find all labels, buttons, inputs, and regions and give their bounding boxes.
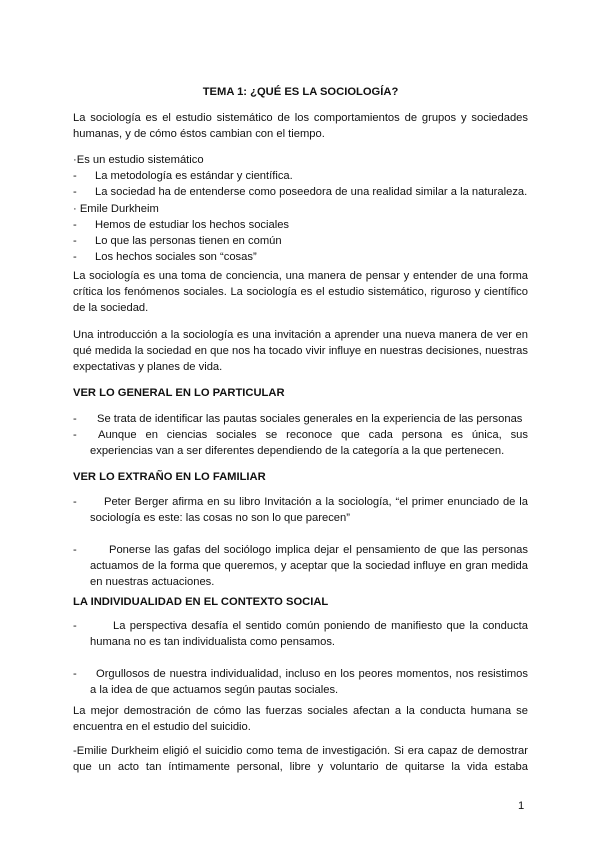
list-item: - La metodología es estándar y científica. [73,170,293,182]
list-item: - Peter Berger afirma en su libro Invitación a la sociología, “el primer enunciado de la sociología es este: las cosas no son lo que parecen” [73,496,528,524]
list-item: - Lo que las personas tienen en común [73,235,282,247]
list-header: ·Es un estudio sistemático [73,154,204,166]
list-item: - Los hechos sociales son “cosas” [73,251,257,263]
list-item: - La perspectiva desafía el sentido común poniendo de manifiesto que la conducta humana no es tan individualista como pensamos. [73,620,528,648]
page-number: 1 [518,800,525,812]
list-sistematico [73,152,528,200]
list-header: · Emile Durkheim [73,203,159,215]
section-heading-general: VER LO GENERAL EN LO PARTICULAR [73,387,285,399]
section-list-extrano [73,494,528,590]
list-item: - Ponerse las gafas del sociólogo implica dejar el pensamiento de que las personas actuamos de la forma que queremos, y aceptar que la sociedad influye en gran medida en nuestras actuaciones. [73,544,528,588]
list-item: - La sociedad ha de entenderse como poseedora de una realidad similar a la naturaleza. [73,186,528,198]
list-item: - Hemos de estudiar los hechos sociales [73,219,290,231]
section-list-general [73,411,528,459]
section-heading-individualidad: LA INDIVIDUALIDAD EN EL CONTEXTO SOCIAL [73,596,329,608]
paragraph-suicidio: La mejor demostración de cómo las fuerzas sociales afectan a la conducta humana se encuentra en el estudio del suicidio. [73,705,528,733]
page-title: TEMA 1: ¿QUÉ ES LA SOCIOLOGÍA? [202,86,399,98]
paragraph-conciencia: La sociología es una toma de conciencia, una manera de pensar y entender de una forma crítica los fenómenos sociales. La sociología es el estudio sistemático, riguroso y científico de la sociedad. [73,270,528,314]
list-item: - Aunque en ciencias sociales se reconoce que cada persona es única, sus experiencias van a ser diferentes dependiendo de la categoría a la que pertenecen. [73,429,528,457]
list-item: - Orgullosos de nuestra individualidad, incluso en los peores momentos, nos resistimos a la idea de que actuamos según pautas sociales. [73,668,528,696]
intro-paragraph: La sociología es el estudio sistemático de los comportamientos de grupos y sociedades humanas, y de cómo éstos cambian con el tiempo. [73,112,528,140]
section-list-individualidad [73,618,528,698]
list-durkheim [73,201,528,265]
paragraph-introduccion: Una introducción a la sociología es una invitación a aprender una nueva manera de ver en qué medida la sociedad en que nos ha tocado vivir influye en nuestras decisiones, nuestras expectativas y planes de vida. [73,329,528,373]
list-item: - Se trata de identificar las pautas sociales generales en la experiencia de las personas [73,413,523,425]
section-heading-extrano: VER LO EXTRAÑO EN LO FAMILIAR [73,471,266,483]
paragraph-durkheim-suicidio: -Emilie Durkheim eligió el suicidio como tema de investigación. Si era capaz de demostrar que un acto tan íntimamente personal, libre y voluntario de quitarse la vida estaba [73,745,528,773]
